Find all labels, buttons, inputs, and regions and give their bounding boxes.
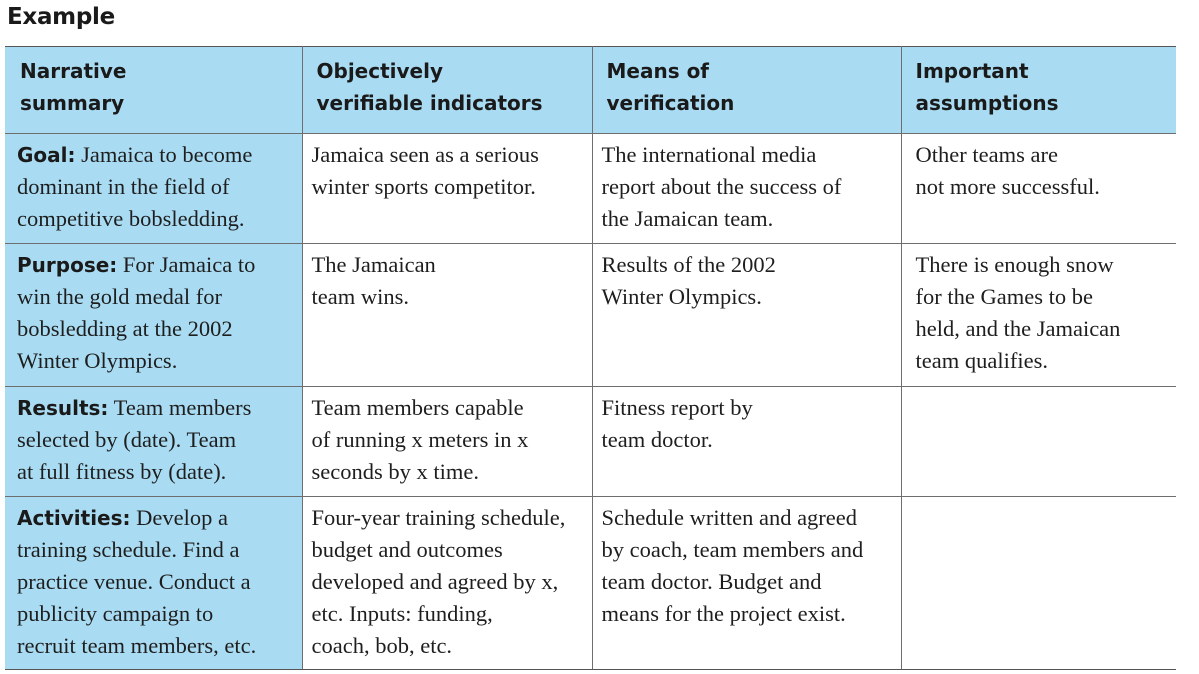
narrative-cell: [5, 387, 302, 497]
indicators-cell: Team members capable of running x meters in x seconds by x time.: [302, 387, 592, 497]
assumptions-cell: [901, 497, 1176, 670]
verification-cell: Schedule written and agreed by coach, team members and team doctor. Budget and means for the project exist.: [592, 497, 901, 670]
column-header-indicators: Objectively verifiable indicators: [302, 47, 592, 134]
column-header-assumptions: Important assumptions: [901, 47, 1176, 134]
narrative-text: Team members selected by (date). Team at full fitness by (date).: [17, 395, 252, 484]
row-label: Purpose:: [17, 253, 118, 277]
section-heading: Example: [7, 4, 115, 30]
narrative-cell: [5, 497, 302, 670]
assumptions-cell: Other teams are not more successful.: [901, 134, 1176, 244]
table-row-activities: [5, 497, 1176, 670]
assumptions-cell: There is enough snow for the Games to be held, and the Jamaican team qualifies.: [901, 244, 1176, 387]
verification-cell: Fitness report by team doctor.: [592, 387, 901, 497]
narrative-text: For Jamaica to win the gold medal for bobsledding at the 2002 Winter Olympics.: [17, 252, 256, 373]
row-label: Goal:: [17, 143, 76, 167]
indicators-cell: The Jamaican team wins.: [302, 244, 592, 387]
table-row-purpose: [5, 244, 1176, 387]
narrative-cell: [5, 244, 302, 387]
narrative-text: Develop a training schedule. Find a practice venue. Conduct a publicity campaign to recruit team members, etc.: [17, 505, 257, 658]
column-header-narrative-summary: Narrative summary: [5, 47, 302, 134]
verification-cell: The international media report about the success of the Jamaican team.: [592, 134, 901, 244]
logframe-table: [5, 46, 1176, 670]
indicators-cell: Jamaica seen as a serious winter sports competitor.: [302, 134, 592, 244]
row-label: Results:: [17, 396, 109, 420]
assumptions-cell: [901, 387, 1176, 497]
verification-cell: Results of the 2002 Winter Olympics.: [592, 244, 901, 387]
column-header-verification: Means of verification: [592, 47, 901, 134]
narrative-cell: [5, 134, 302, 244]
table-row-goal: [5, 134, 1176, 244]
header-row: [5, 47, 1176, 134]
row-label: Activities:: [17, 506, 131, 530]
indicators-cell: Four-year training schedule, budget and outcomes developed and agreed by x, etc. Inputs: funding, coach, bob, etc.: [302, 497, 592, 670]
table-row-results: [5, 387, 1176, 497]
narrative-text: Jamaica to become dominant in the field of competitive bobsledding.: [17, 142, 253, 231]
